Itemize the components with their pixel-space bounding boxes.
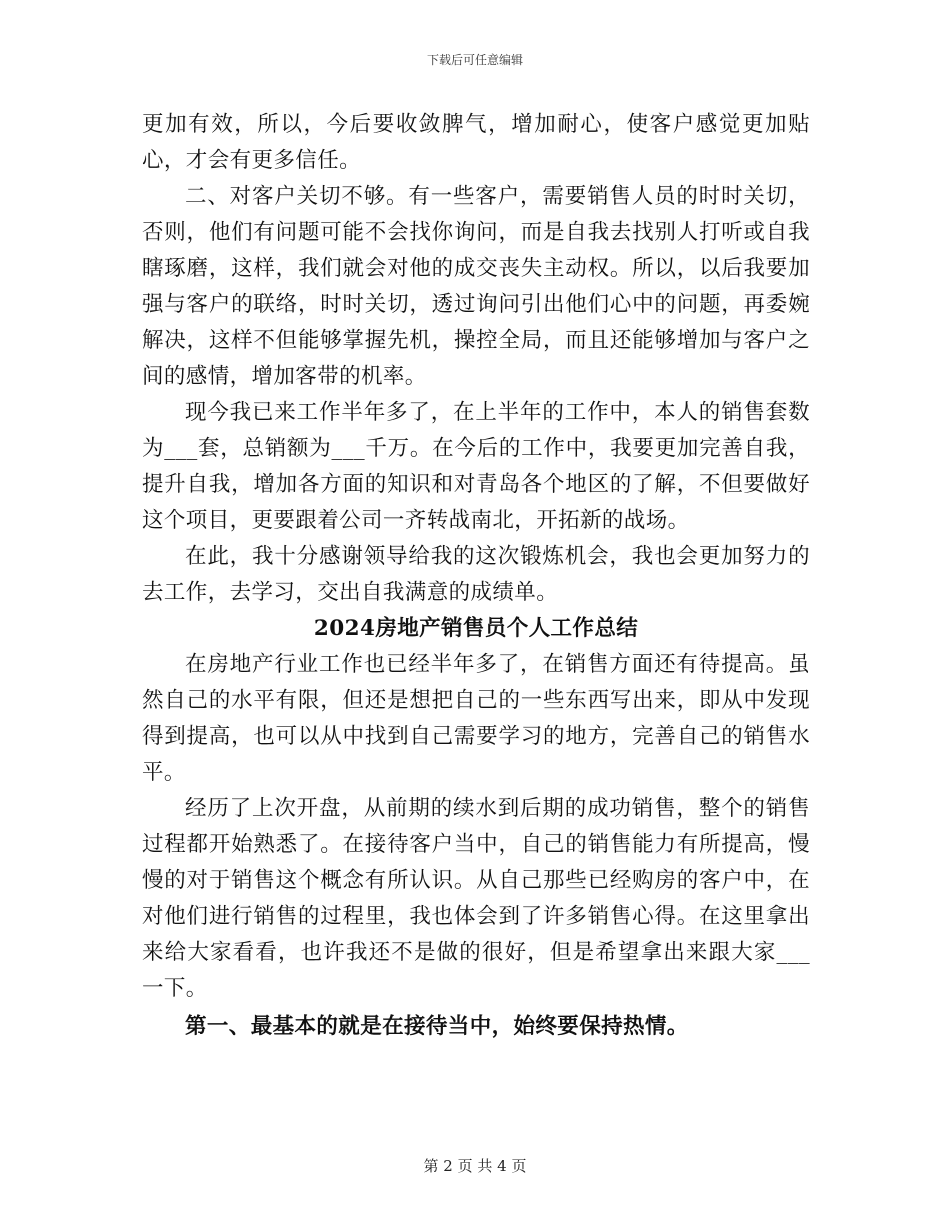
- paragraph-thanks: 在此，我十分感谢领导给我的这次锻炼机会，我也会更加努力的去工作，去学习，交出自我满意的成绩单。: [142, 544, 810, 605]
- paragraph-first-point: 第一、最基本的就是在接待当中，始终要保持热情。: [185, 1014, 689, 1039]
- paragraph-experience: 经历了上次开盘，从前期的续水到后期的成功销售，整个的销售过程都开始熟悉了。在接待客户当中，自己的销售能力有所提高，慢慢的对于销售这个概念有所认识。从自己那些已经购房的客户中，在对他们进行销售的过程里，我也体会到了许多销售心得。在这里拿出来给大家看看，也许我还不是做的很好，但是希望拿出来跟大家___一下。: [142, 796, 810, 1001]
- paragraph-continuation: 更加有效，所以，今后要收敛脾气，增加耐心，使客户感觉更加贴心，才会有更多信任。: [142, 112, 810, 173]
- paragraph-intro: 在房地产行业工作也已经半年多了，在销售方面还有待提高。虽然自己的水平有限，但还是想把自己的一些东西写出来，即从中发现得到提高，也可以从中找到自己需要学习的地方，完善自己的销售水平。: [142, 652, 810, 785]
- paragraph-customer-care: 二、对客户关切不够。有一些客户，需要销售人员的时时关切，否则，他们有问题可能不会找你询问，而是自我去找别人打听或自我瞎琢磨，这样，我们就会对他的成交丧失主动权。所以，以后我要加强与客户的联络，时时关切，透过询问引出他们心中的问题，再委婉解决，这样不但能够掌握先机，操控全局，而且还能够增加与客户之间的感情，增加客带的机率。: [142, 184, 810, 389]
- section-title: 2024房地产销售员个人工作总结: [313, 616, 639, 641]
- page-footer: 第 2 页 共 4 页: [423, 1157, 527, 1175]
- page-header: 下载后可任意编辑: [426, 53, 523, 67]
- paragraph-sales-summary: 现今我已来工作半年多了，在上半年的工作中，本人的销售套数为___套，总销额为___千万。在今后的工作中，我要更加完善自我，提升自我，增加各方面的知识和对青岛各个地区的了解，不但要做好这个项目，更要跟着公司一齐转战南北，开拓新的战场。: [142, 400, 810, 533]
- document-body: [142, 107, 810, 1045]
